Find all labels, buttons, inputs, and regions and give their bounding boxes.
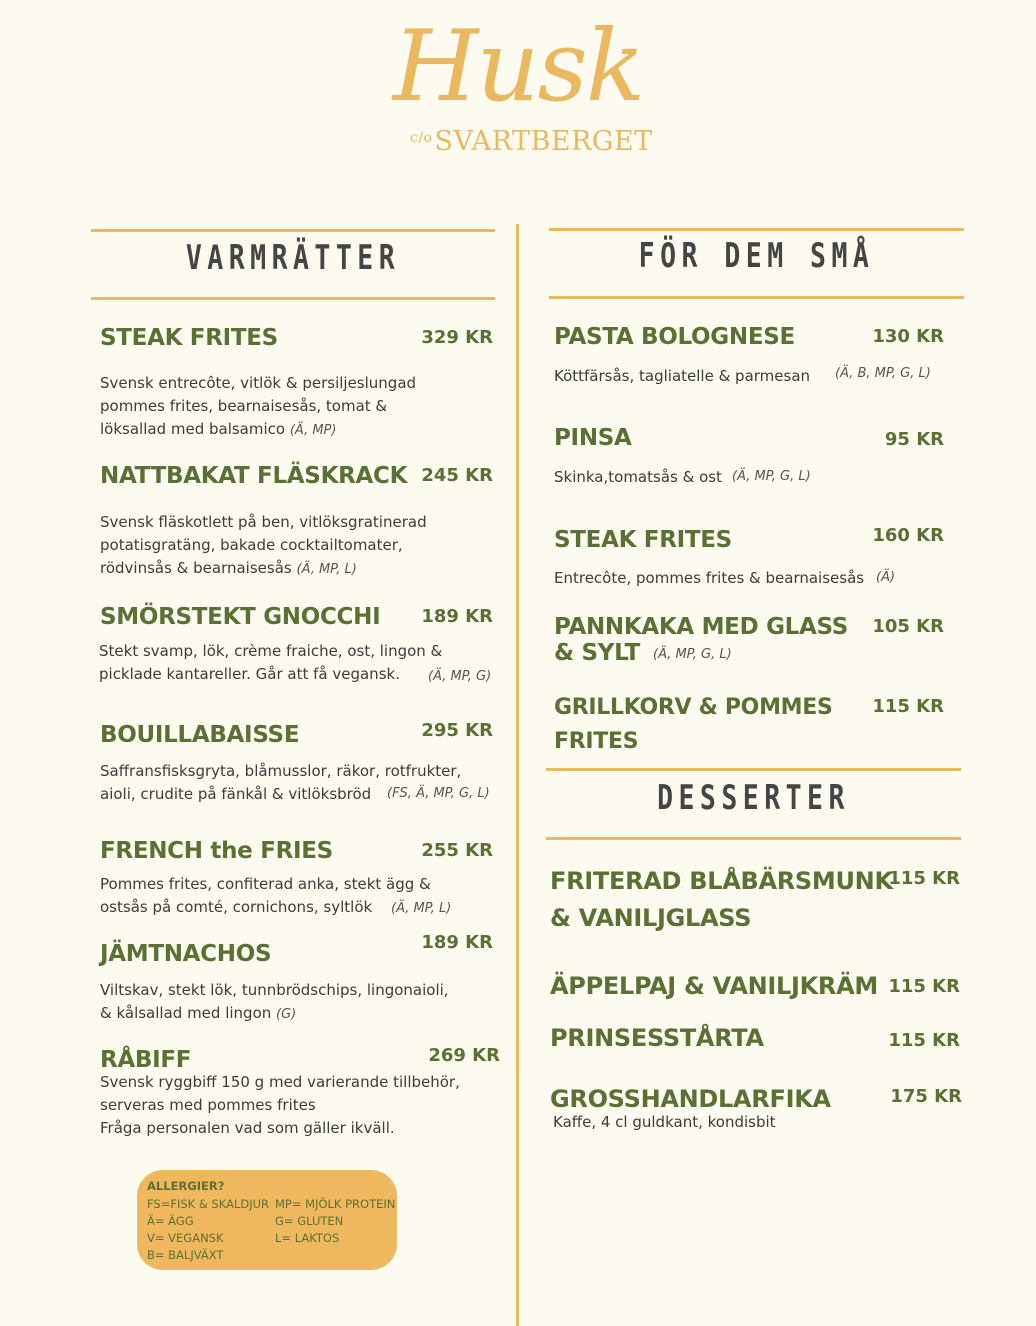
allergen-tag: (FS, Ä, MP, G, L) bbox=[387, 786, 490, 801]
allergy-item: MP= MJÖLK PROTEIN bbox=[275, 1197, 396, 1211]
dish-name: NATTBAKAT FLÄSKRACK bbox=[100, 463, 408, 489]
dish-description: Köttfärsås, tagliatelle & parmesan bbox=[554, 367, 811, 385]
dish-price: 130 KR bbox=[872, 326, 944, 347]
desc-line: Viltskav, stekt lök, tunnbrödschips, lingonaioli, bbox=[100, 981, 449, 999]
divider-line bbox=[546, 837, 961, 840]
divider-line bbox=[91, 297, 495, 300]
allergy-item: G= GLUTEN bbox=[275, 1214, 344, 1228]
allergen-tag: (Ä, MP) bbox=[289, 423, 337, 438]
dessert-name-line2: & VANILJGLASS bbox=[550, 904, 752, 932]
desc-line: Saffransfisksgryta, blåmusslor, räkor, rotfrukter, bbox=[100, 762, 462, 780]
allergen-tag: (Ä, MP, L) bbox=[391, 901, 452, 916]
dish-price: 269 KR bbox=[428, 1045, 500, 1066]
desc-line: potatisgratäng, bakade cocktailtomater, bbox=[100, 536, 403, 554]
allergen-tag: (G) bbox=[276, 1007, 297, 1022]
section-title-desserter: DESSERTER bbox=[657, 778, 850, 818]
dish-description: Skinka,tomatsås & ost bbox=[554, 468, 722, 486]
logo-husk: Husk bbox=[392, 10, 644, 124]
dish-name: STEAK FRITES bbox=[554, 527, 732, 553]
column-divider bbox=[516, 224, 519, 1326]
section-title-for-dem-sma: FÖR DEM SMÅ bbox=[638, 236, 875, 276]
dish-name-line1: GRILLKORV & POMMES bbox=[554, 695, 833, 720]
dish-price: 105 KR bbox=[872, 616, 944, 637]
desc-line: aioli, crudite på fänkål & vitlöksbröd bbox=[100, 785, 372, 803]
desc-line: Pommes frites, confiterad anka, stekt ägg & bbox=[100, 875, 431, 893]
dish-description bbox=[100, 372, 416, 442]
allergy-item: V= VEGANSK bbox=[147, 1231, 224, 1245]
allergen-tag: (Ä, MP, G, L) bbox=[653, 647, 732, 662]
logo-co: c/o bbox=[410, 130, 433, 146]
dish-description bbox=[100, 511, 427, 581]
desc-line: Svensk fläskotlett på ben, vitlöksgratinerad bbox=[100, 513, 427, 531]
allergy-item: Ä= ÄGG bbox=[147, 1214, 194, 1228]
dish-name-line2: FRITES bbox=[554, 729, 639, 754]
logo-svartberget: SVARTBERGET bbox=[434, 126, 653, 157]
section-title-varmratter: VARMRÄTTER bbox=[185, 238, 401, 278]
dessert-description: Kaffe, 4 cl guldkant, kondisbit bbox=[553, 1113, 776, 1131]
allergen-tag: (Ä, B, MP, G, L) bbox=[835, 366, 931, 381]
desc-line: löksallad med balsamico bbox=[100, 420, 286, 438]
dish-description: Entrecôte, pommes frites & bearnaisesås bbox=[554, 569, 865, 587]
desc-line: Fråga personalen vad som gäller ikväll. bbox=[100, 1119, 395, 1137]
dessert-name: PRINSESSTÅRTA bbox=[550, 1024, 764, 1052]
dish-price: 189 KR bbox=[421, 932, 493, 953]
dessert-name: GROSSHANDLARFIKA bbox=[550, 1085, 831, 1113]
dessert-price: 175 KR bbox=[890, 1086, 962, 1107]
dish-name: PASTA BOLOGNESE bbox=[554, 324, 795, 350]
dish-price: 245 KR bbox=[421, 465, 493, 486]
dessert-price: 115 KR bbox=[888, 1030, 960, 1051]
dish-name: FRENCH the FRIES bbox=[100, 838, 333, 864]
desc-line: Stekt svamp, lök, crème fraiche, ost, lingon & bbox=[99, 642, 443, 660]
allergen-tag: (Ä, MP, G) bbox=[428, 669, 492, 684]
dish-name: RÅBIFF bbox=[100, 1047, 192, 1073]
dish-description bbox=[100, 979, 449, 1026]
dish-description bbox=[99, 640, 442, 686]
desc-line: Svensk entrecôte, vitlök & persiljeslungad bbox=[100, 374, 417, 392]
dish-price: 295 KR bbox=[421, 720, 493, 741]
allergy-legend bbox=[137, 1170, 397, 1270]
logo-subtitle bbox=[410, 126, 653, 157]
dish-name: PINSA bbox=[554, 425, 632, 451]
dish-price: 189 KR bbox=[421, 606, 493, 627]
desc-line: ostsås på comté, cornichons, syltlök bbox=[100, 898, 373, 916]
divider-line bbox=[546, 768, 961, 771]
dish-description bbox=[100, 873, 431, 919]
divider-line bbox=[549, 296, 964, 299]
dish-name: SMÖRSTEKT GNOCCHI bbox=[100, 604, 381, 630]
allergy-item: FS=FISK & SKALDJUR bbox=[147, 1197, 270, 1211]
dessert-price: 115 KR bbox=[888, 976, 960, 997]
dish-price: 329 KR bbox=[421, 327, 493, 348]
allergen-tag: (Ä) bbox=[876, 570, 896, 585]
allergen-tag: (Ä, MP, L) bbox=[296, 562, 357, 577]
dessert-name-line1: FRITERAD BLÅBÄRSMUNK bbox=[550, 867, 893, 895]
dish-price: 95 KR bbox=[884, 429, 944, 450]
dessert-price: 115 KR bbox=[888, 868, 960, 889]
desc-line: rödvinsås & bearnaisesås bbox=[100, 559, 292, 577]
dish-name: STEAK FRITES bbox=[100, 325, 278, 351]
desc-line: & kålsallad med lingon bbox=[100, 1004, 272, 1022]
dish-name: JÄMTNACHOS bbox=[100, 941, 272, 967]
allergy-item: L= LAKTOS bbox=[275, 1231, 340, 1245]
desc-line: picklade kantareller. Går att få vegansk. bbox=[99, 665, 400, 683]
dessert-name: ÄPPELPAJ & VANILJKRÄM bbox=[550, 972, 878, 1000]
desc-line: serveras med pommes frites bbox=[100, 1096, 316, 1114]
dish-description bbox=[100, 1071, 460, 1140]
desc-line: Svensk ryggbiff 150 g med varierande tillbehör, bbox=[100, 1073, 460, 1091]
dish-name: BOUILLABAISSE bbox=[100, 722, 300, 748]
divider-line bbox=[91, 229, 495, 232]
divider-line bbox=[549, 228, 964, 231]
desc-line: pommes frites, bearnaisesås, tomat & bbox=[100, 397, 388, 415]
dish-price: 115 KR bbox=[872, 696, 944, 717]
allergy-title: ALLERGIER? bbox=[147, 1179, 225, 1193]
allergen-tag: (Ä, MP, G, L) bbox=[732, 469, 811, 484]
dish-name-line1: PANNKAKA MED GLASS bbox=[554, 614, 849, 640]
dish-price: 160 KR bbox=[872, 525, 944, 546]
dish-name-line2: & SYLT bbox=[554, 640, 641, 666]
allergy-item: B= BALJVÄXT bbox=[147, 1248, 224, 1262]
dish-price: 255 KR bbox=[421, 840, 493, 861]
